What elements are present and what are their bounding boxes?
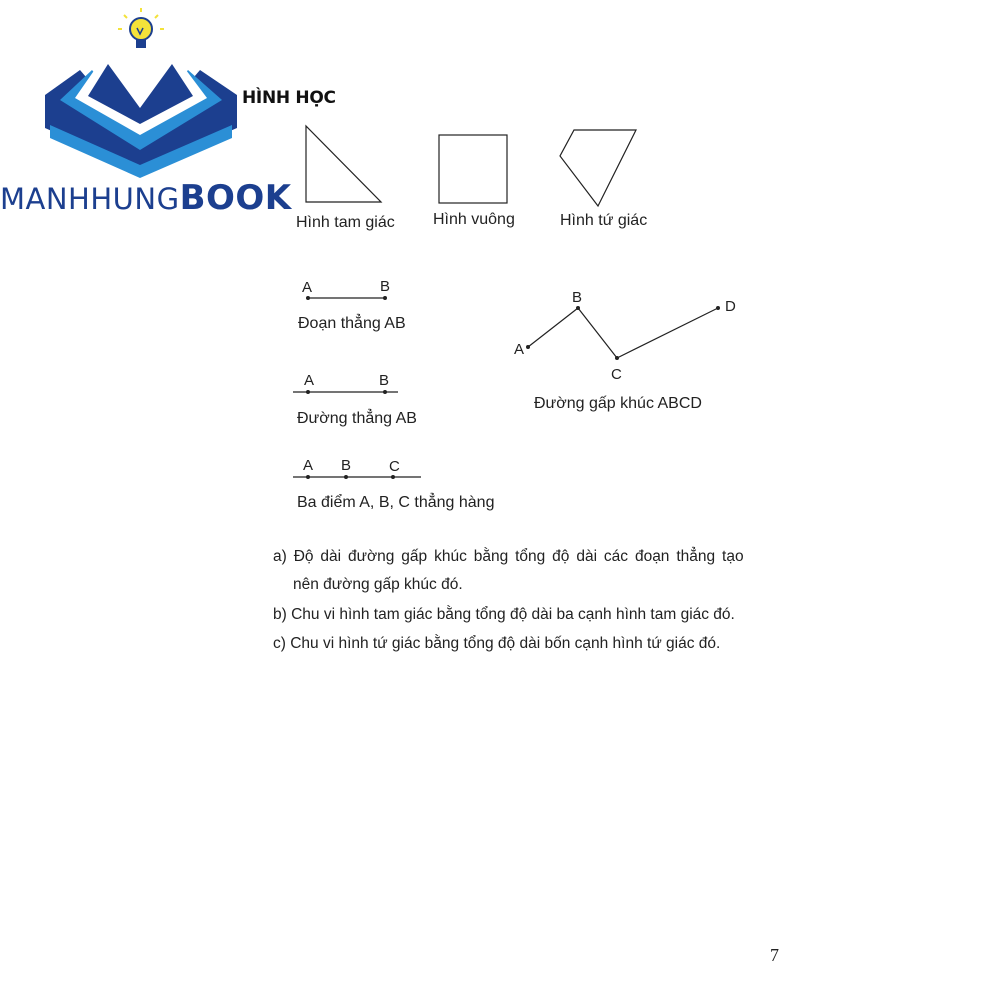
polyline-label-d: D [725, 298, 736, 315]
line-label-b: B [379, 372, 390, 389]
collinear-label-b: B [341, 457, 352, 474]
square-shape [439, 135, 507, 203]
square-caption: Hình vuông [433, 211, 515, 228]
note-c: c) Chu vi hình tứ giác bằng tổng độ dài bốn cạnh hình tứ giác đó. [273, 635, 721, 652]
triangle-caption: Hình tam giác [296, 214, 395, 231]
quadrilateral-shape [560, 130, 636, 206]
page-number: 7 [770, 945, 779, 965]
note-a-line2: nên đường gấp khúc đó. [293, 576, 463, 593]
collinear-points [293, 475, 421, 479]
line-ab [293, 390, 398, 394]
polyline-caption: Đường gấp khúc ABCD [534, 395, 702, 412]
collinear-label-a: A [303, 457, 314, 474]
logo-word-light: MANHHUNG [0, 182, 180, 216]
triangle-shape [306, 126, 381, 202]
note-a-line1: a) Độ dài đường gấp khúc bằng tổng độ dài các đoạn thẳng tạo [273, 548, 744, 565]
collinear-caption: Ba điểm A, B, C thẳng hàng [297, 494, 495, 511]
polyline-abcd [526, 306, 720, 360]
segment-label-b: B [380, 278, 391, 295]
logo-word-bold: BOOK [179, 178, 292, 218]
polyline-label-c: C [611, 366, 622, 383]
collinear-label-c: C [389, 458, 400, 475]
segment-caption: Đoạn thẳng AB [298, 315, 406, 332]
line-caption: Đường thẳng AB [297, 410, 417, 427]
segment-label-a: A [302, 279, 313, 296]
quadrilateral-caption: Hình tứ giác [560, 212, 648, 229]
segment-ab [306, 296, 387, 300]
polyline-label-b: B [572, 289, 583, 306]
line-label-a: A [304, 372, 315, 389]
note-b: b) Chu vi hình tam giác bằng tổng độ dài ba cạnh hình tam giác đó. [273, 606, 735, 623]
section-title: HÌNH HỌC [242, 88, 336, 108]
polyline-label-a: A [514, 341, 525, 358]
